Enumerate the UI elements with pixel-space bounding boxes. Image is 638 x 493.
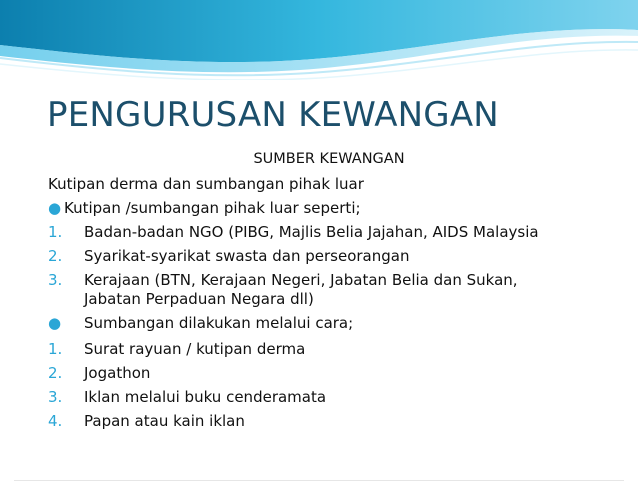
list-number: 2. xyxy=(48,247,63,265)
list-item xyxy=(48,340,305,358)
list-text: Syarikat-syarikat swasta dan perseorangan xyxy=(84,247,410,265)
list-number: 3. xyxy=(48,271,63,289)
list-text: Surat rayuan / kutipan derma xyxy=(84,340,306,358)
bullet-text: Sumbangan dilakukan melalui cara; xyxy=(84,314,354,332)
list-item xyxy=(48,388,326,406)
bullet-text: Kutipan /sumbangan pihak luar seperti; xyxy=(64,199,361,217)
list-text: Badan-badan NGO (PIBG, Majlis Belia Jajahan, AIDS Malaysia xyxy=(84,223,539,241)
list-item xyxy=(48,247,409,265)
list-text: Papan atau kain iklan xyxy=(84,412,245,430)
list-item xyxy=(48,364,150,382)
list-number: 3. xyxy=(48,388,63,406)
list-item xyxy=(48,223,539,241)
footer-divider xyxy=(14,480,624,481)
intro-line xyxy=(48,175,364,193)
list-number: 1. xyxy=(48,340,63,358)
list-item xyxy=(48,271,518,289)
list-number: 1. xyxy=(48,223,63,241)
list-text: Kerajaan (BTN, Kerajaan Negeri, Jabatan Belia dan Sukan, xyxy=(84,271,518,289)
subheading: SUMBER KEWANGAN xyxy=(253,151,405,167)
list-item xyxy=(48,412,245,430)
bullet-item xyxy=(48,199,361,217)
header-wave-decoration xyxy=(0,0,638,80)
intro-text: Kutipan derma dan sumbangan pihak luar xyxy=(48,175,364,193)
bullet-item xyxy=(48,314,353,332)
list-number: 4. xyxy=(48,412,63,430)
bullet-icon: ● xyxy=(48,314,62,332)
slide-title: PENGURUSAN KEWANGAN xyxy=(47,95,499,135)
list-number: 2. xyxy=(48,364,63,382)
list-item-continuation xyxy=(84,290,314,308)
list-text: Iklan melalui buku cenderamata xyxy=(84,388,327,406)
bullet-icon: ● xyxy=(48,199,62,217)
list-text: Jabatan Perpaduan Negara dll) xyxy=(84,290,314,308)
list-text: Jogathon xyxy=(84,364,151,382)
